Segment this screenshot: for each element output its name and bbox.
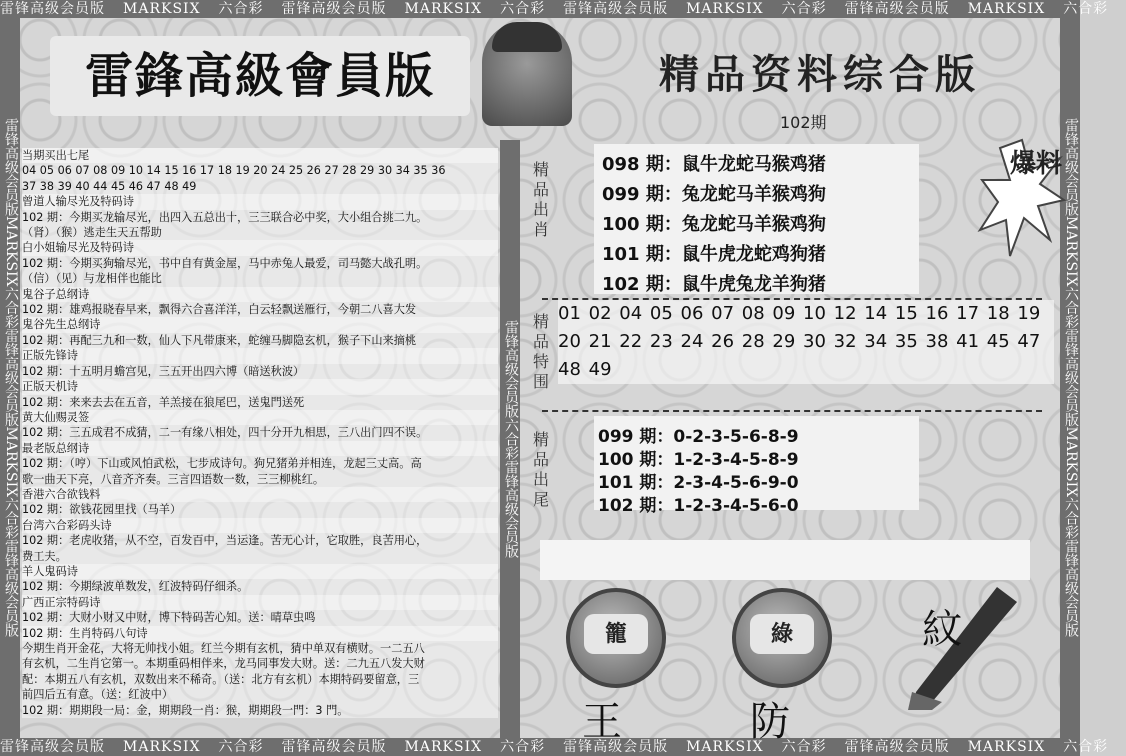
zodiac-issue: 101 期： xyxy=(602,244,682,265)
poem-line: 102 期：（哼）下山或风怕武松，七步成诗句。狗兄猪弟并相连，龙起三丈高。高 xyxy=(22,456,498,471)
emblem-two xyxy=(732,588,832,688)
burst-badge xyxy=(980,140,1064,260)
zodiac-animals: 兔龙蛇马羊猴鸡狗 xyxy=(681,184,826,205)
poem-heading: 广西正宗特码诗 xyxy=(22,595,498,610)
poem-line: 102 期：今期买龙输尽光，出四入五总出十，三三联合必中奖，大小组合挑二九。 xyxy=(22,210,498,225)
poem-heading: 鬼谷子总纲诗 xyxy=(22,287,498,302)
middle-banner: 雷锋高级会员版六合彩雷锋高级会员版 xyxy=(500,140,520,738)
poem-heading: 鬼谷先生总纲诗 xyxy=(22,317,498,332)
banner-item: 六合彩 xyxy=(781,739,827,755)
tail-issue: 100 期： xyxy=(598,450,674,470)
poem-heading: 正版先锋诗 xyxy=(22,348,498,363)
zodiac-label: 精品出肖 xyxy=(532,160,549,239)
zodiac-row xyxy=(602,180,826,206)
poem-heading: 当期买出七尾 xyxy=(22,148,498,163)
tail-digits: 1-2-3-4-5-6-0 xyxy=(673,496,799,516)
banner-item: MARKSIX xyxy=(967,1,1046,17)
banner-item: 雷锋高级会员版 xyxy=(0,739,105,755)
banner-item: MARKSIX xyxy=(404,1,483,17)
special-numbers: 01 02 04 05 06 07 08 09 10 12 14 15 16 17 18 19 20 21 22 23 24 26 28 29 30 32 34 35 38 41 45 47 48 49 xyxy=(558,300,1054,384)
banner-item: 六合彩 xyxy=(500,1,546,17)
banner-item: 雷锋高级会员版 xyxy=(281,739,387,755)
tail-row xyxy=(598,445,799,470)
tail-issue: 102 期： xyxy=(598,496,674,516)
zodiac-row xyxy=(602,270,826,296)
poem-line: 102 期：再配三九和一数，仙人下凡带康来，蛇缠马脚隐玄机，猴子下山来摘桃 xyxy=(22,333,498,348)
poem-heading: 102 期：生肖特码八句诗 xyxy=(22,626,498,641)
poem-line: 102 期：老虎收猪，从不空，百发百中，当运逢。苦无心计，它取胜，良苦用心， xyxy=(22,533,498,548)
banner-item: 雷锋高级会员版 xyxy=(563,1,669,17)
header xyxy=(20,18,1060,136)
poem-line: 今期生肖开金花，大将无帅找小姐。红兰今期有玄机，猜中单双有横财。一二五八 xyxy=(22,641,498,656)
subtitle: 精品资料综合版 xyxy=(659,51,981,98)
emblem-panel xyxy=(522,534,1058,745)
poem-line: 04 05 06 07 08 09 10 14 15 16 17 18 19 20 24 25 26 27 28 29 30 34 35 36 xyxy=(22,163,498,178)
zodiac-animals: 鼠牛虎兔龙羊狗猪 xyxy=(681,274,826,295)
zodiac-issue: 100 期： xyxy=(602,214,682,235)
zodiac-animals: 兔龙蛇马羊猴鸡狗 xyxy=(681,214,826,235)
banner-item: 雷锋高级会员版 xyxy=(844,1,950,17)
banner-item: MARKSIX xyxy=(123,1,201,17)
zodiac-animals: 鼠牛龙蛇马猴鸡猪 xyxy=(681,154,826,175)
poem-line: 有玄机，二生肖它第一。本期重码相伴来，龙马同事发大财。送：二九五八发大财 xyxy=(22,656,498,671)
poem-heading: 台湾六合彩码头诗 xyxy=(22,518,498,533)
char-three: 紋 xyxy=(922,607,962,653)
poem-line: 102 期：今期买狗输尽光，书中自有黄金屋，马中赤兔人最爱，司马懿大战孔明。 xyxy=(22,256,498,271)
poem-heading: 香港六合欲钱料 xyxy=(22,487,498,502)
poem-heading: 最老版总纲诗 xyxy=(22,441,498,456)
poem-heading: 羊人鬼码诗 xyxy=(22,564,498,579)
divider xyxy=(542,410,1042,412)
poem-line: 前四后五有意。（送：红波中） xyxy=(22,687,498,702)
zodiac-row xyxy=(602,240,826,266)
banner-item: 六合彩 xyxy=(1063,1,1109,17)
tail-label: 精品出尾 xyxy=(532,430,549,509)
portrait-image xyxy=(482,22,572,126)
axe-icon xyxy=(902,582,1022,712)
page-title: 雷鋒高級會員版 xyxy=(50,36,470,116)
poem-line: 102 期：期期段一局：金，期期段一肖：猴，期期段一門：3 門。 xyxy=(22,703,498,718)
poem-line: 102 期：欲钱花园里找（马羊） xyxy=(22,502,498,517)
emblem-one xyxy=(566,588,666,688)
poem-line: 歌一曲天下亮，八音齐齐奏。三言四语数一数，三三柳桃红。 xyxy=(22,472,498,487)
banner-item: MARKSIX xyxy=(686,739,764,755)
banner-item: 雷锋高级会员版 xyxy=(563,739,669,755)
zodiac-row xyxy=(602,150,826,176)
poem-line: 102 期：来来去去在五音，羊羔接在狼尾巴，送鬼門送死 xyxy=(22,395,498,410)
poem-line: 102 期：三五成君不成猜，二一有缘八相处，四十分开九相思，三八出门四不误。 xyxy=(22,425,498,440)
poem-line: 费工夫。 xyxy=(22,549,498,564)
poem-line: 配：本期五八有玄机，双数出来不稀奇。（送：北方有玄机）本期特码要留意，三 xyxy=(22,672,498,687)
tail-row xyxy=(598,468,799,493)
predictions-panel xyxy=(522,140,1063,530)
poem-line: 102 期：大财小财又中财，博下特码苦心知。送：晴草虫鸣 xyxy=(22,610,498,625)
poem-heading: 正版天机诗 xyxy=(22,379,498,394)
special-label: 精品特围 xyxy=(532,312,549,391)
burst-text: 爆料 xyxy=(1010,149,1063,179)
poem-heading: 曾道人输尽光及特码诗 xyxy=(22,194,498,209)
banner-item: MARKSIX xyxy=(686,1,764,17)
poem-line: 102 期：十五明月蟾宫见，三五开出四六博（暗送秋波） xyxy=(22,364,498,379)
banner-item: 六合彩 xyxy=(1063,739,1109,755)
banner-item: 六合彩 xyxy=(218,1,264,17)
issue-number: 102期 xyxy=(780,113,827,132)
top-banner xyxy=(0,0,1109,18)
right-banner: 雷锋高级会员版MARKSIX六合彩雷锋高级会员版MARKSIX六合彩雷锋高级会员版 xyxy=(1060,18,1080,738)
zodiac-issue: 102 期： xyxy=(602,274,682,295)
tail-digits: 1-2-3-4-5-8-9 xyxy=(673,450,799,470)
bottom-banner xyxy=(0,738,1109,756)
tail-row xyxy=(598,422,799,447)
tail-digits: 2-3-4-5-6-9-0 xyxy=(673,473,799,493)
char-one: 王 xyxy=(582,699,622,745)
poem-heading: 白小姐输尽光及特码诗 xyxy=(22,240,498,255)
poem-heading: 黄大仙赐灵签 xyxy=(22,410,498,425)
banner-item: MARKSIX xyxy=(967,739,1046,755)
banner-item: 雷锋高级会员版 xyxy=(0,1,105,17)
banner-item: MARKSIX xyxy=(404,739,483,755)
emblem-two-text: 綠 xyxy=(750,614,814,654)
banner-item: 六合彩 xyxy=(218,739,264,755)
left-banner: 雷锋高级会员版MARKSIX六合彩雷锋高级会员版MARKSIX六合彩雷锋高级会员版 xyxy=(0,18,20,738)
banner-item: 六合彩 xyxy=(500,739,546,755)
zodiac-issue: 098 期： xyxy=(602,154,682,175)
tail-issue: 101 期： xyxy=(598,473,674,493)
emblem-one-text: 籠 xyxy=(584,614,648,654)
banner-item: MARKSIX xyxy=(123,739,201,755)
char-two: 防 xyxy=(750,699,790,745)
poem-line: （信）（见）与龙相伴也能比 xyxy=(22,271,498,286)
zodiac-issue: 099 期： xyxy=(602,184,682,205)
poem-line: 37 38 39 40 44 45 46 47 48 49 xyxy=(22,179,498,194)
zodiac-row xyxy=(602,210,826,236)
banner-item: 雷锋高级会员版 xyxy=(281,1,387,17)
tail-issue: 099 期： xyxy=(598,427,674,447)
zodiac-animals: 鼠牛虎龙蛇鸡狗猪 xyxy=(681,244,826,265)
poem-column xyxy=(22,148,498,736)
poem-line: （肾）（猴）逃走生天五帮助 xyxy=(22,225,498,240)
banner-item: 雷锋高级会员版 xyxy=(844,739,950,755)
tail-row xyxy=(598,491,799,516)
banner-item: 六合彩 xyxy=(781,1,827,17)
poem-line: 102 期：雄鸡报晓春早来，飘得六合喜洋洋，白云轻飘送雁行，今朝二八喜大发 xyxy=(22,302,498,317)
tail-digits: 0-2-3-5-6-8-9 xyxy=(673,427,799,447)
blank-strip xyxy=(540,540,1030,580)
poem-line: 102 期：今期绿波单数发，红波特码仔细杀。 xyxy=(22,579,498,594)
